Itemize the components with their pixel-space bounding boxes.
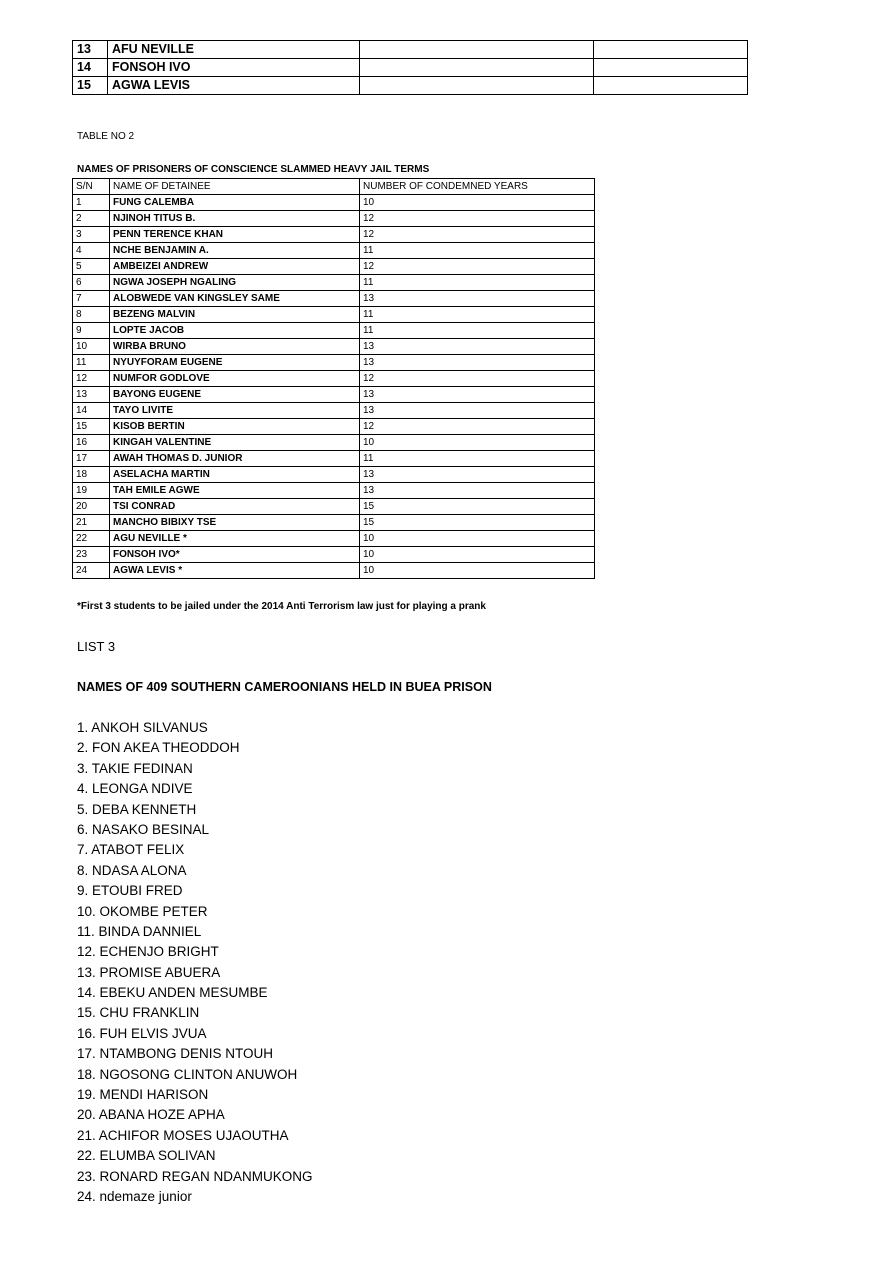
cell-name: FUNG CALEMBA [110, 195, 360, 211]
cell-years: 10 [360, 195, 595, 211]
empty-cell [594, 59, 748, 77]
empty-cell [360, 59, 594, 77]
table-row [73, 41, 748, 59]
cell-years: 13 [360, 483, 595, 499]
cell-sn: 23 [73, 547, 110, 563]
cell-name: NJINOH TITUS B. [110, 211, 360, 227]
cell-name: KISOB BERTIN [110, 419, 360, 435]
list-item: 19. MENDI HARISON [77, 1087, 209, 1103]
list-item: 21. ACHIFOR MOSES UJAOUTHA [77, 1127, 289, 1143]
cell-years: 11 [360, 307, 595, 323]
cell-years: 12 [360, 227, 595, 243]
list-item: 15. CHU FRANKLIN [77, 1005, 200, 1021]
buea-prison-name-list [77, 718, 313, 1207]
cell-sn: 2 [73, 211, 110, 227]
cell-sn: 22 [73, 531, 110, 547]
table-row [73, 483, 595, 499]
cell-years: 13 [360, 387, 595, 403]
cell-sn: 21 [73, 515, 110, 531]
table-row [73, 307, 595, 323]
cell-name: TAYO LIVITE [110, 403, 360, 419]
table-row [73, 59, 748, 77]
top-row-number: 13 [73, 41, 108, 59]
cell-years: 12 [360, 211, 595, 227]
table-row [73, 275, 595, 291]
top-table-body [73, 41, 748, 95]
cell-sn: 24 [73, 563, 110, 579]
list-item: 7. ATABOT FELIX [77, 842, 185, 858]
cell-name: TSI CONRAD [110, 499, 360, 515]
cell-years: 15 [360, 499, 595, 515]
list-item: 23. RONARD REGAN NDANMUKONG [77, 1168, 313, 1184]
cell-years: 10 [360, 435, 595, 451]
top-row-name: AFU NEVILLE [108, 41, 360, 59]
cell-sn: 20 [73, 499, 110, 515]
cell-name: MANCHO BIBIXY TSE [110, 515, 360, 531]
cell-years: 13 [360, 467, 595, 483]
footnote: *First 3 students to be jailed under the 2014 Anti Terrorism law just for playing a prank [77, 601, 486, 612]
list-item: 13. PROMISE ABUERA [77, 964, 221, 980]
list-item: 24. ndemaze junior [77, 1188, 192, 1204]
table-row [73, 547, 595, 563]
table-row [73, 419, 595, 435]
cell-years: 11 [360, 451, 595, 467]
cell-sn: 13 [73, 387, 110, 403]
cell-years: 11 [360, 323, 595, 339]
cell-name: TAH EMILE AGWE [110, 483, 360, 499]
table-row [73, 323, 595, 339]
table-row [73, 259, 595, 275]
list3-title: NAMES OF 409 SOUTHERN CAMEROONIANS HELD IN BUEA PRISON [77, 680, 492, 694]
cell-years: 13 [360, 403, 595, 419]
cell-years: 12 [360, 419, 595, 435]
list-item: 16. FUH ELVIS JVUA [77, 1025, 207, 1041]
top-row-number: 15 [73, 77, 108, 95]
list-item: 14. EBEKU ANDEN MESUMBE [77, 985, 268, 1001]
cell-sn: 15 [73, 419, 110, 435]
table-row [73, 499, 595, 515]
list-item: 6. NASAKO BESINAL [77, 821, 210, 837]
table-row [73, 195, 595, 211]
empty-cell [360, 41, 594, 59]
cell-name: BEZENG MALVIN [110, 307, 360, 323]
cell-sn: 1 [73, 195, 110, 211]
cell-name: AMBEIZEI ANDREW [110, 259, 360, 275]
cell-name: WIRBA BRUNO [110, 339, 360, 355]
cell-name: KINGAH VALENTINE [110, 435, 360, 451]
cell-name: AGU NEVILLE * [110, 531, 360, 547]
header-years: NUMBER OF CONDEMNED YEARS [360, 179, 595, 195]
cell-name: NCHE BENJAMIN A. [110, 243, 360, 259]
list-item: 9. ETOUBI FRED [77, 883, 183, 899]
table-row [73, 467, 595, 483]
cell-name: ALOBWEDE VAN KINGSLEY SAME [110, 291, 360, 307]
list-item: 12. ECHENJO BRIGHT [77, 944, 219, 960]
cell-name: NUMFOR GODLOVE [110, 371, 360, 387]
cell-years: 11 [360, 275, 595, 291]
top-row-name: FONSOH IVO [108, 59, 360, 77]
prisoners-table [72, 178, 595, 579]
list-item: 18. NGOSONG CLINTON ANUWOH [77, 1066, 298, 1082]
table-row [73, 371, 595, 387]
cell-name: ASELACHA MARTIN [110, 467, 360, 483]
empty-cell [594, 77, 748, 95]
prisoners-table-body [73, 195, 595, 579]
header-sn: S/N [73, 179, 110, 195]
top-continuation-table [72, 40, 748, 95]
cell-sn: 10 [73, 339, 110, 355]
table-row [73, 77, 748, 95]
table2-label: TABLE NO 2 [77, 131, 135, 142]
empty-cell [594, 41, 748, 59]
list-item: 22. ELUMBA SOLIVAN [77, 1148, 216, 1164]
cell-years: 13 [360, 339, 595, 355]
top-row-number: 14 [73, 59, 108, 77]
list-item: 17. NTAMBONG DENIS NTOUH [77, 1046, 274, 1062]
table-row [73, 531, 595, 547]
cell-years: 13 [360, 291, 595, 307]
table-row [73, 563, 595, 579]
table-row [73, 211, 595, 227]
table-header-row [73, 179, 595, 195]
cell-name: FONSOH IVO* [110, 547, 360, 563]
cell-name: NYUYFORAM EUGENE [110, 355, 360, 371]
header-name: NAME OF DETAINEE [110, 179, 360, 195]
table-row [73, 435, 595, 451]
list-item: 5. DEBA KENNETH [77, 801, 197, 817]
table2-title: NAMES OF PRISONERS OF CONSCIENCE SLAMMED HEAVY JAIL TERMS [77, 164, 430, 175]
cell-sn: 9 [73, 323, 110, 339]
cell-sn: 11 [73, 355, 110, 371]
cell-sn: 4 [73, 243, 110, 259]
table-row [73, 515, 595, 531]
list-item: 4. LEONGA NDIVE [77, 781, 193, 797]
cell-name: AGWA LEVIS * [110, 563, 360, 579]
cell-sn: 18 [73, 467, 110, 483]
cell-sn: 17 [73, 451, 110, 467]
list3-label: LIST 3 [77, 639, 116, 654]
cell-name: LOPTE JACOB [110, 323, 360, 339]
cell-sn: 7 [73, 291, 110, 307]
cell-sn: 6 [73, 275, 110, 291]
cell-sn: 12 [73, 371, 110, 387]
table-row [73, 451, 595, 467]
list-item: 10. OKOMBE PETER [77, 903, 208, 919]
cell-name: AWAH THOMAS D. JUNIOR [110, 451, 360, 467]
cell-sn: 5 [73, 259, 110, 275]
cell-years: 13 [360, 355, 595, 371]
list-item: 1. ANKOH SILVANUS [77, 720, 208, 735]
empty-cell [360, 77, 594, 95]
cell-name: PENN TERENCE KHAN [110, 227, 360, 243]
cell-name: BAYONG EUGENE [110, 387, 360, 403]
table-row [73, 291, 595, 307]
table-row [73, 243, 595, 259]
cell-years: 10 [360, 563, 595, 579]
list-item: 8. NDASA ALONA [77, 862, 187, 878]
list-item: 20. ABANA HOZE APHA [77, 1107, 225, 1123]
cell-sn: 8 [73, 307, 110, 323]
cell-years: 11 [360, 243, 595, 259]
table-row [73, 227, 595, 243]
cell-years: 10 [360, 531, 595, 547]
table-row [73, 355, 595, 371]
cell-sn: 14 [73, 403, 110, 419]
cell-years: 15 [360, 515, 595, 531]
table-row [73, 403, 595, 419]
cell-name: NGWA JOSEPH NGALING [110, 275, 360, 291]
table-row [73, 387, 595, 403]
cell-sn: 3 [73, 227, 110, 243]
list-item: 2. FON AKEA THEODDOH [77, 740, 240, 756]
list-item: 3. TAKIE FEDINAN [77, 760, 193, 776]
list-item: 11. BINDA DANNIEL [77, 923, 202, 939]
cell-years: 12 [360, 371, 595, 387]
cell-years: 10 [360, 547, 595, 563]
table-row [73, 339, 595, 355]
top-row-name: AGWA LEVIS [108, 77, 360, 95]
cell-sn: 19 [73, 483, 110, 499]
cell-years: 12 [360, 259, 595, 275]
cell-sn: 16 [73, 435, 110, 451]
